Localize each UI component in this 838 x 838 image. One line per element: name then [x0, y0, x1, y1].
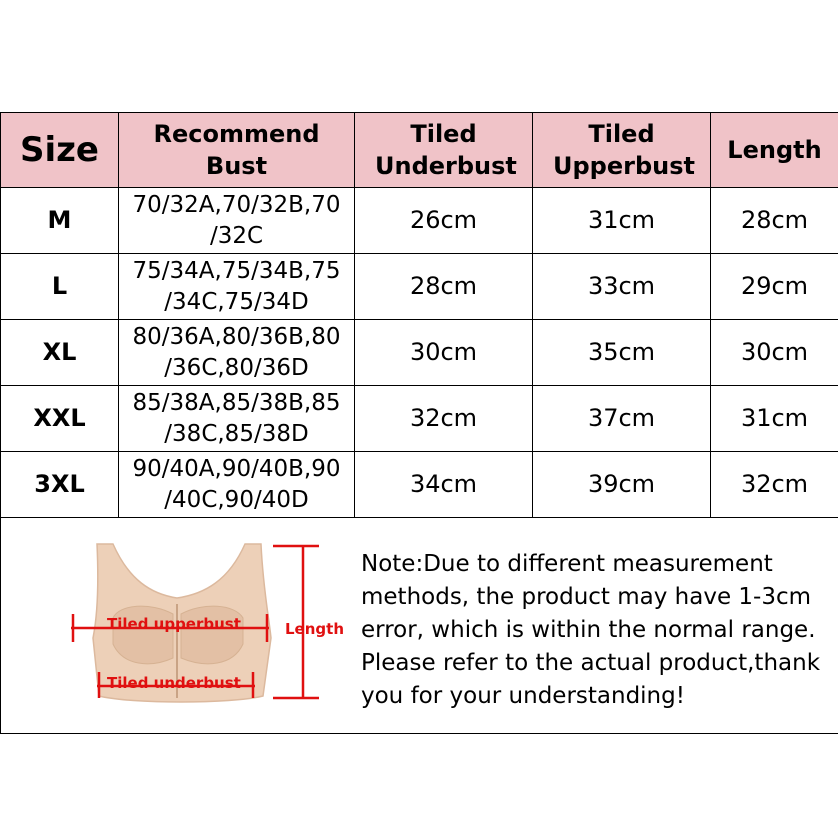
bust-line-2: /32C [209, 222, 264, 249]
header-size: Size [1, 113, 119, 188]
bust-line-1: 80/36A,80/36B,80 [132, 323, 341, 350]
underbust-cell: 34cm [355, 452, 533, 518]
bust-line-2: /36C,80/36D [164, 354, 309, 381]
length-cell: 28cm [711, 188, 838, 254]
upperbust-label: Tiled upperbust [107, 615, 241, 633]
size-chart-table [0, 112, 838, 734]
recommend-bust-cell [119, 452, 355, 518]
upperbust-cell: 33cm [533, 254, 711, 320]
length-cell: 29cm [711, 254, 838, 320]
underbust-label: Tiled underbust [107, 674, 241, 692]
table-row [1, 254, 838, 320]
recommend-bust-cell [119, 188, 355, 254]
measurement-diagram [1, 518, 355, 733]
bust-line-2: /34C,75/34D [164, 288, 309, 315]
header-tiled-upperbust: Tiled Upperbust [533, 113, 711, 188]
upperbust-cell: 31cm [533, 188, 711, 254]
header-tiled-underbust: Tiled Underbust [355, 113, 533, 188]
size-cell: L [1, 254, 119, 320]
table-row [1, 386, 838, 452]
length-cell: 32cm [711, 452, 838, 518]
underbust-cell: 28cm [355, 254, 533, 320]
info-row [1, 518, 838, 734]
bust-line-2: /40C,90/40D [164, 486, 309, 513]
bust-line-1: 90/40A,90/40B,90 [132, 455, 341, 482]
table-row [1, 452, 838, 518]
size-cell: XL [1, 320, 119, 386]
header-length: Length [711, 113, 838, 188]
underbust-cell: 26cm [355, 188, 533, 254]
size-cell: XXL [1, 386, 119, 452]
bust-line-2: /38C,85/38D [164, 420, 309, 447]
upperbust-cell: 39cm [533, 452, 711, 518]
upperbust-cell: 35cm [533, 320, 711, 386]
measurement-note: Note:Due to different measurement methods, the product may have 1-3cm error, which is within the normal range. Please refer to the actual product,thank you for your understanding! [361, 551, 821, 709]
size-cell: 3XL [1, 452, 119, 518]
length-cell: 31cm [711, 386, 838, 452]
header-row [1, 113, 838, 188]
underbust-cell: 30cm [355, 320, 533, 386]
upperbust-cell: 37cm [533, 386, 711, 452]
info-cell [1, 518, 838, 734]
table-row [1, 188, 838, 254]
length-label: Length [285, 620, 344, 638]
recommend-bust-cell [119, 320, 355, 386]
length-cell: 30cm [711, 320, 838, 386]
size-cell: M [1, 188, 119, 254]
bust-line-1: 70/32A,70/32B,70 [132, 191, 341, 218]
header-recommend-bust: Recommend Bust [119, 113, 355, 188]
table-row [1, 320, 838, 386]
recommend-bust-cell [119, 386, 355, 452]
recommend-bust-cell [119, 254, 355, 320]
bust-line-1: 85/38A,85/38B,85 [132, 389, 341, 416]
bust-line-1: 75/34A,75/34B,75 [132, 257, 341, 284]
underbust-cell: 32cm [355, 386, 533, 452]
